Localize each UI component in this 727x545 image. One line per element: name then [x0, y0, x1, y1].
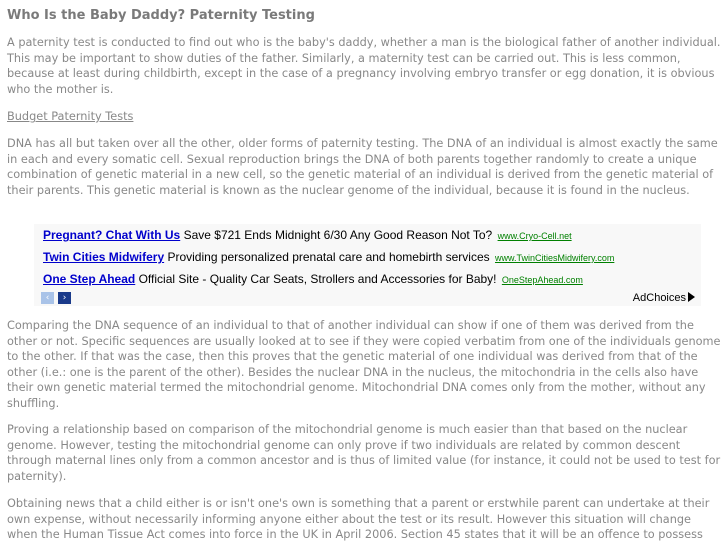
paragraph-comparison: Comparing the DNA sequence of an individual to that of another individual can show if one of them was derived from the other or not. Specific sequences are usually looked at to see if they were copied verbatim from one of the individuals genome to the other. If that was the case, then this proves that the genetic material of one individual was derived from that of the other (i.e.: one is the parent of the other). Besides the nuclear DNA in the nucleus, the mitochondria in the cells also have their own genetic material termed the mitochondrial genome. Mitochondrial DNA comes only from the mother, without any shuffling. [7, 319, 721, 410]
ad-next-button[interactable] [58, 292, 71, 304]
ad-text: Save $721 Ends Midnight 6/30 Any Good Reason Not To? [183, 228, 493, 242]
paragraph-intro: A paternity test is conducted to find out who is the baby's daddy, whether a man is the biological father of another individual. This may be important to show duties of the father. Similarly, a maternity test can be carried out. This is less common, because at least during childbirth, except in the case of a pregnancy involving embryo transfer or egg donation, it is obvious who the mother is. [7, 36, 721, 96]
ad-unit [34, 224, 701, 306]
ad-item [43, 272, 583, 286]
ad-title-link[interactable]: Twin Cities Midwifery [43, 250, 165, 264]
page-title: Who Is the Baby Daddy? Paternity Testing [7, 8, 315, 23]
ad-item [43, 250, 614, 264]
adchoices-label: AdChoices [632, 292, 686, 304]
ad-text: Providing personalized prenatal care and homebirth services [167, 250, 490, 264]
ad-url-link[interactable]: OneStepAhead.com [501, 275, 583, 285]
paragraph-dna: DNA has all but taken over all the other, older forms of paternity testing. The DNA of an individual is almost exactly the same in each and every somatic cell. Sexual reproduction brings the DNA of both parents together randomly to create a unique combination of genetic material in a new cell, so the genetic material of an individual is derived from the genetic material of their parents. This genetic material is known as the nuclear genome of the individual, because it is found in the nucleus. [7, 137, 718, 197]
ad-title-link[interactable]: One Step Ahead [43, 272, 136, 286]
paragraph-legal: Obtaining news that a child either is or isn't one's own is something that a parent or erstwhile parent can undertake at their own expense, without necessarily informing anyone either about the test or its result. However this situation will change when the Human Tissue Act comes into force in the UK in April 2006. Section 45 states that it will be an offence to possess [7, 497, 710, 542]
ad-prev-button[interactable] [41, 292, 54, 304]
chevron-right-icon: › [62, 293, 67, 303]
ad-title-link[interactable]: Pregnant? Chat With Us [43, 228, 181, 242]
adchoices-link[interactable] [633, 292, 695, 304]
adchoices-icon [688, 292, 695, 302]
chevron-left-icon: ‹ [45, 293, 50, 303]
ad-url-link[interactable]: www.TwinCitiesMidwifery.com [495, 253, 615, 263]
ad-item [43, 228, 572, 242]
budget-paternity-tests-link[interactable]: Budget Paternity Tests [7, 110, 134, 123]
ad-text: Official Site - Quality Car Seats, Strollers and Accessories for Baby! [138, 272, 497, 286]
ad-url-link[interactable]: www.Cryo-Cell.net [497, 231, 572, 241]
paragraph-mitochondrial: Proving a relationship based on comparison of the mitochondrial genome is much easier than that based on the nuclear genome. However, testing the mitochondrial genome can only prove if two individuals are related by common descent through maternal lines only from a common ancestor and is thus of limited value (for instance, it could not be used to test for paternity). [7, 423, 721, 483]
